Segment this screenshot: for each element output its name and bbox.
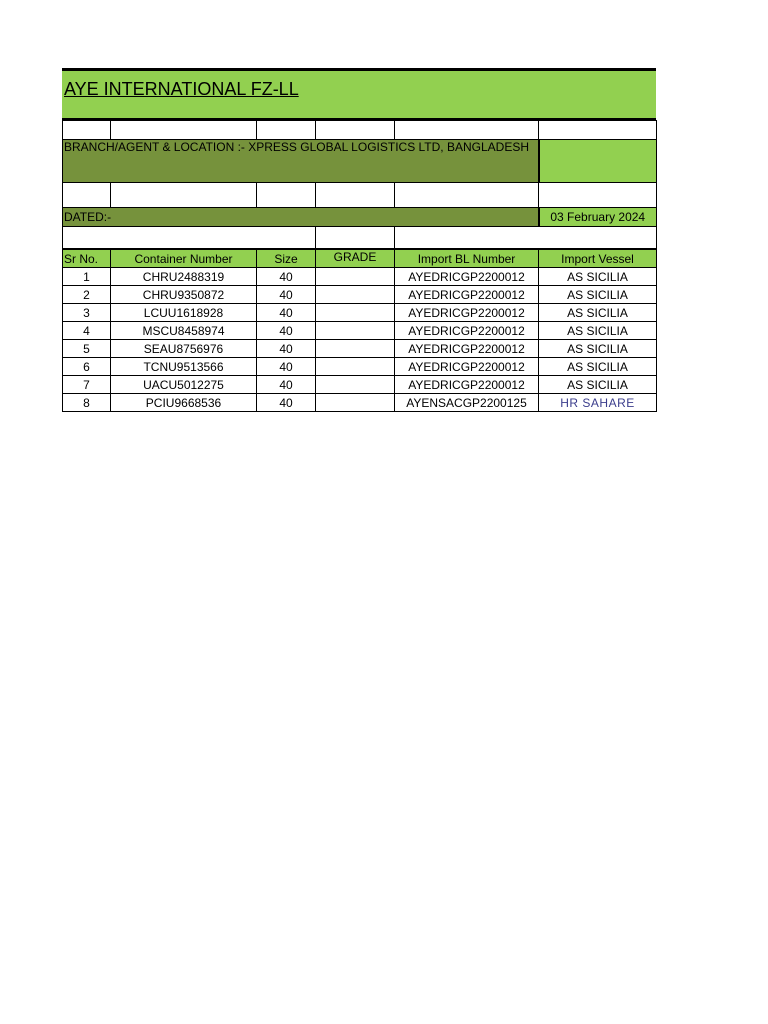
table-row bbox=[63, 286, 657, 304]
cell-size: 40 bbox=[257, 394, 316, 412]
dated-row bbox=[63, 208, 657, 227]
cell-bl: AYEDRICGP2200012 bbox=[395, 340, 539, 358]
spreadsheet bbox=[62, 68, 656, 412]
dated-label: DATED:- bbox=[63, 208, 539, 227]
empty-cell bbox=[539, 121, 657, 140]
cell-vessel: AS SICILIA bbox=[539, 358, 657, 376]
empty-cell bbox=[63, 227, 316, 250]
cell-vessel: HR SAHARE bbox=[539, 394, 657, 412]
cell-sr: 2 bbox=[63, 286, 111, 304]
cell-grade bbox=[316, 304, 395, 322]
cell-container: CHRU9350872 bbox=[111, 286, 257, 304]
cell-container: UACU5012275 bbox=[111, 376, 257, 394]
header-import-bl-number: Import BL Number bbox=[395, 249, 539, 268]
cell-grade bbox=[316, 268, 395, 286]
header-container-number: Container Number bbox=[111, 249, 257, 268]
header-import-vessel: Import Vessel bbox=[539, 249, 657, 268]
cell-sr: 4 bbox=[63, 322, 111, 340]
spacer-row bbox=[63, 227, 657, 250]
title-band bbox=[62, 68, 656, 120]
sheet-grid bbox=[62, 120, 657, 412]
empty-cell bbox=[111, 121, 257, 140]
empty-cell bbox=[257, 121, 316, 140]
cell-container: MSCU8458974 bbox=[111, 322, 257, 340]
empty-cell bbox=[395, 183, 539, 208]
cell-container: LCUU1618928 bbox=[111, 304, 257, 322]
table-row bbox=[63, 268, 657, 286]
cell-bl: AYEDRICGP2200012 bbox=[395, 268, 539, 286]
cell-bl: AYEDRICGP2200012 bbox=[395, 304, 539, 322]
cell-size: 40 bbox=[257, 268, 316, 286]
cell-size: 40 bbox=[257, 358, 316, 376]
cell-vessel: AS SICILIA bbox=[539, 286, 657, 304]
cell-size: 40 bbox=[257, 376, 316, 394]
empty-cell bbox=[316, 183, 395, 208]
branch-row bbox=[63, 140, 657, 183]
empty-cell bbox=[316, 121, 395, 140]
cell-sr: 1 bbox=[63, 268, 111, 286]
cell-size: 40 bbox=[257, 340, 316, 358]
cell-vessel: AS SICILIA bbox=[539, 268, 657, 286]
table-row bbox=[63, 394, 657, 412]
cell-grade bbox=[316, 322, 395, 340]
cell-grade bbox=[316, 394, 395, 412]
cell-sr: 8 bbox=[63, 394, 111, 412]
empty-cell bbox=[63, 121, 111, 140]
cell-vessel: AS SICILIA bbox=[539, 376, 657, 394]
cell-vessel: AS SICILIA bbox=[539, 340, 657, 358]
cell-bl: AYEDRICGP2200012 bbox=[395, 376, 539, 394]
spacer-row bbox=[63, 121, 657, 140]
empty-cell bbox=[257, 183, 316, 208]
empty-cell bbox=[395, 227, 657, 250]
cell-grade bbox=[316, 358, 395, 376]
cell-grade bbox=[316, 286, 395, 304]
header-grade: GRADE bbox=[316, 249, 395, 268]
date-value: 03 February 2024 bbox=[539, 208, 657, 227]
cell-bl: AYENSACGP2200125 bbox=[395, 394, 539, 412]
cell-bl: AYEDRICGP2200012 bbox=[395, 358, 539, 376]
cell-vessel: AS SICILIA bbox=[539, 304, 657, 322]
cell-sr: 7 bbox=[63, 376, 111, 394]
branch-right-cell bbox=[539, 140, 657, 183]
cell-container: SEAU8756976 bbox=[111, 340, 257, 358]
cell-grade bbox=[316, 376, 395, 394]
table-row bbox=[63, 376, 657, 394]
cell-container: PCIU9668536 bbox=[111, 394, 257, 412]
cell-size: 40 bbox=[257, 304, 316, 322]
spacer-row bbox=[63, 183, 657, 208]
cell-bl: AYEDRICGP2200012 bbox=[395, 322, 539, 340]
cell-sr: 6 bbox=[63, 358, 111, 376]
cell-size: 40 bbox=[257, 322, 316, 340]
cell-vessel: AS SICILIA bbox=[539, 322, 657, 340]
empty-cell bbox=[539, 183, 657, 208]
company-title: AYE INTERNATIONAL FZ-LL bbox=[64, 79, 299, 99]
branch-location: BRANCH/AGENT & LOCATION :- XPRESS GLOBAL LOGISTICS LTD, BANGLADESH bbox=[63, 140, 539, 183]
empty-cell bbox=[316, 227, 395, 250]
cell-size: 40 bbox=[257, 286, 316, 304]
empty-cell bbox=[111, 183, 257, 208]
table-row bbox=[63, 322, 657, 340]
cell-sr: 3 bbox=[63, 304, 111, 322]
header-sr-no: Sr No. bbox=[63, 249, 111, 268]
table-row bbox=[63, 304, 657, 322]
empty-cell bbox=[63, 183, 111, 208]
table-row bbox=[63, 358, 657, 376]
table-header-row bbox=[63, 249, 657, 268]
cell-grade bbox=[316, 340, 395, 358]
empty-cell bbox=[395, 121, 539, 140]
cell-container: TCNU9513566 bbox=[111, 358, 257, 376]
header-size: Size bbox=[257, 249, 316, 268]
cell-bl: AYEDRICGP2200012 bbox=[395, 286, 539, 304]
cell-sr: 5 bbox=[63, 340, 111, 358]
table-row bbox=[63, 340, 657, 358]
cell-container: CHRU2488319 bbox=[111, 268, 257, 286]
